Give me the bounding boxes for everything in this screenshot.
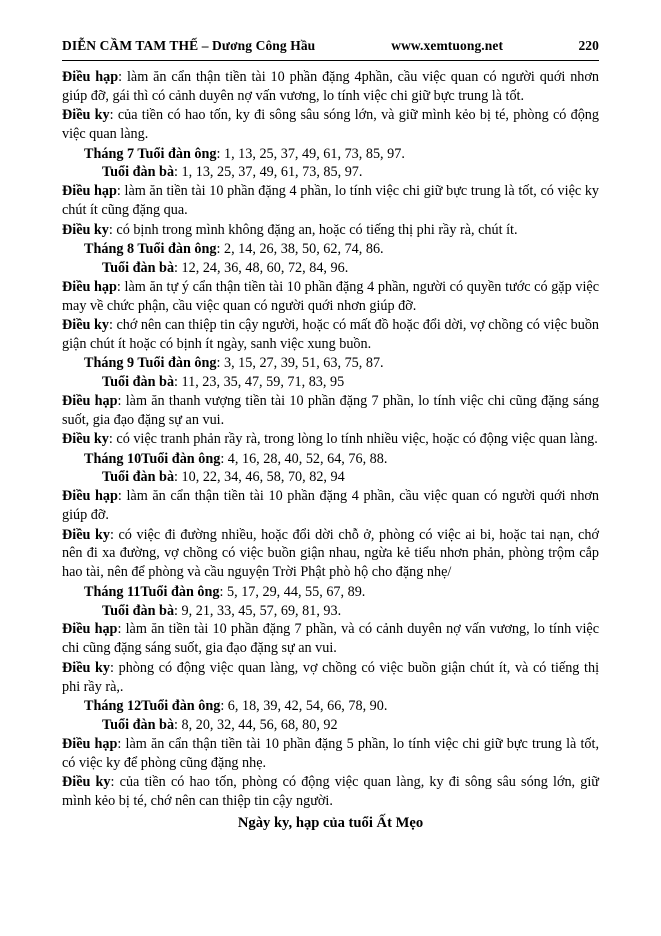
paragraph-text: : làm ăn thanh vượng tiền tài 10 phần đặng 7 phần, lo tính việc chi cũng đặng sáng suốt, gia đạo đặng sự an vui. xyxy=(62,392,599,428)
paragraph-text: : làm ăn tiền tài 10 phần đặng 7 phần, và có cảnh duyên nợ vấn vương, lo tính việc chi cũng đặng sáng suốt, gia đạo đặng sự an vui. xyxy=(62,621,599,657)
month-ages: : 4, 16, 28, 40, 52, 64, 76, 88. xyxy=(220,450,388,467)
month-heading xyxy=(62,145,599,164)
female-ages-row xyxy=(62,163,599,182)
paragraph xyxy=(62,392,599,430)
paragraph-text: : làm ăn cẩn thận tiền tài 10 phần đặng 5 phần, lo tính việc chi giữ bực trung là tốt, có việc ky để phòng cũng đặng nhẹ. xyxy=(62,735,600,771)
month-heading xyxy=(62,583,599,602)
paragraph-label: Điều hạp xyxy=(62,183,117,200)
document-body xyxy=(62,68,599,811)
female-ages-label: Tuổi đàn bà xyxy=(102,259,175,276)
female-ages-label: Tuổi đàn bà xyxy=(102,374,175,390)
paragraph-label: Điều ky xyxy=(62,107,110,124)
header-website: www.xemtuong.net xyxy=(391,38,504,53)
paragraph xyxy=(62,487,599,525)
paragraph-label: Điều ky xyxy=(62,773,111,790)
paragraph-label: Điều hạp xyxy=(62,621,118,638)
month-ages: : 3, 15, 27, 39, 51, 63, 75, 87. xyxy=(216,355,384,372)
paragraph-text: : làm ăn tiền tài 10 phần đặng 4 phần, lo tính việc chi giữ bực trung là tốt, có việc ky chút ít cũng đặng qua. xyxy=(62,183,600,219)
page-header xyxy=(62,38,599,54)
paragraph xyxy=(62,620,599,658)
closing-heading: Ngày ky, hạp của tuổi Ất Mẹo xyxy=(237,814,424,831)
paragraph xyxy=(62,316,599,354)
paragraph xyxy=(62,106,599,144)
paragraph-text: : chớ nên can thiệp tin cậy người, hoặc có mất đồ hoặc đổi dời, vợ chồng có việc buồn giận chút ít hoặc có bịnh ít ngày, sanh việc xung buồn. xyxy=(62,316,600,352)
paragraph xyxy=(62,182,599,220)
month-label: Tháng 7 Tuổi đàn ông xyxy=(84,145,217,162)
paragraph-label: Điều hạp xyxy=(62,488,118,505)
paragraph xyxy=(62,68,599,106)
female-ages-row xyxy=(62,259,599,278)
paragraph-label: Điều ky xyxy=(62,526,110,543)
paragraph xyxy=(62,221,599,240)
paragraph-label: Điều ky xyxy=(62,659,111,676)
month-label: Tháng 8 Tuổi đàn ông xyxy=(84,240,217,257)
header-divider xyxy=(62,60,599,61)
month-ages: : 5, 17, 29, 44, 55, 67, 89. xyxy=(219,583,366,600)
paragraph-label: Điều ky xyxy=(62,431,109,448)
female-ages-row xyxy=(62,373,599,392)
paragraph-text: : phòng có động việc quan làng, vợ chồng có việc buồn giận chút ít, và có tiếng thị phi rầy rà,. xyxy=(62,659,600,695)
paragraph xyxy=(62,659,599,697)
female-ages-values: : 9, 21, 33, 45, 57, 69, 81, 93. xyxy=(174,602,342,619)
paragraph xyxy=(62,735,599,773)
paragraph-text: : có bịnh trong mình không đặng an, hoặc có tiếng thị phi rầy rà, chút ít. xyxy=(108,221,518,238)
page-number: 220 xyxy=(578,38,599,53)
paragraph-text: : có việc tranh phản rầy rà, trong lòng lo tính nhiều việc, hoặc có động việc quan làng. xyxy=(108,431,598,448)
female-ages-label: Tuổi đàn bà xyxy=(102,602,175,619)
female-ages-values: : 11, 23, 35, 47, 59, 71, 83, 95 xyxy=(174,374,345,390)
paragraph-label: Điều ky xyxy=(62,316,109,333)
female-ages-values: : 1, 13, 25, 37, 49, 61, 73, 85, 97. xyxy=(174,164,363,181)
month-heading xyxy=(62,354,599,373)
paragraph xyxy=(62,773,599,811)
paragraph-label: Điều hạp xyxy=(62,278,117,295)
header-book-title: DIỄN CẦM TAM THẾ – Dương Công Hầu xyxy=(62,38,316,53)
female-ages-label: Tuổi đàn bà xyxy=(102,716,175,733)
month-label: Tháng 12Tuổi đàn ông xyxy=(84,697,221,714)
paragraph xyxy=(62,430,599,449)
month-ages: : 2, 14, 26, 38, 50, 62, 74, 86. xyxy=(216,240,384,257)
paragraph-label: Điều hạp xyxy=(62,735,118,752)
female-ages-values: : 8, 20, 32, 44, 56, 68, 80, 92 xyxy=(174,716,338,733)
paragraph-text: : làm ăn tự ý cẩn thận tiền tài 10 phần đặng 4 phần, người có quyền tước có gặp việc may về chức phận, cầu việc quan có người quới nhơn giúp đỡ. xyxy=(62,278,599,314)
month-heading xyxy=(62,697,599,716)
female-ages-values: : 12, 24, 36, 48, 60, 72, 84, 96. xyxy=(174,259,349,276)
month-label: Tháng 10Tuổi đàn ông xyxy=(84,450,221,467)
female-ages-label: Tuổi đàn bà xyxy=(102,469,175,486)
paragraph-label: Điều ky xyxy=(62,221,109,238)
female-ages-label: Tuổi đàn bà xyxy=(102,164,175,181)
female-ages-row xyxy=(62,468,599,487)
paragraph-text: : làm ăn cẩn thận tiền tài 10 phần đặng 4phần, cầu việc quan có người quới nhơn giúp đỡ, gái thì có cảnh duyên nợ vấn vương, lo tính việc chi giữ bực trung là tốt. xyxy=(62,69,599,104)
paragraph xyxy=(62,526,599,583)
paragraph-text: : của tiền có hao tốn, ky đi sông sâu sóng lớn, và giữ mình kẻo bị té, phòng có động việc quan làng. xyxy=(62,107,599,143)
paragraph-text: : làm ăn cẩn thận tiền tài 10 phần đặng 4 phần, cầu việc quan có người quới nhơn giúp đỡ. xyxy=(62,488,600,524)
paragraph-text: : có việc đi đường nhiều, hoặc đổi dời chỗ ở, phòng có việc ai bi, hoặc tai nạn, chớ nên đi xa đường, vợ chồng có việc buồn giận nhau, ngừa kẻ tiểu nhơn phản, phòng trộm cắp hao tài, nên để phòng và cầu nguyện Trời Phật phò hộ cho đặng nhẹ/ xyxy=(62,526,600,581)
female-ages-row xyxy=(62,716,599,735)
month-label: Tháng 11Tuổi đàn ông xyxy=(84,583,220,600)
month-label: Tháng 9 Tuổi đàn ông xyxy=(84,355,217,372)
month-ages: : 1, 13, 25, 37, 49, 61, 73, 85, 97. xyxy=(216,145,405,162)
paragraph-text: : của tiền có hao tốn, phòng có động việc quan làng, ky đi sông sâu sóng lớn, giữ mình kẻo bị té, chớ nên can thiệp tin cậy người. xyxy=(62,773,600,809)
female-ages-row xyxy=(62,602,599,621)
female-ages-values: : 10, 22, 34, 46, 58, 70, 82, 94 xyxy=(174,469,345,486)
paragraph xyxy=(62,278,599,316)
month-heading xyxy=(62,450,599,469)
paragraph-label: Điều hạp xyxy=(62,392,118,409)
month-heading xyxy=(62,240,599,259)
month-ages: : 6, 18, 39, 42, 54, 66, 78, 90. xyxy=(220,697,388,714)
paragraph-label: Điều hạp xyxy=(62,69,119,85)
